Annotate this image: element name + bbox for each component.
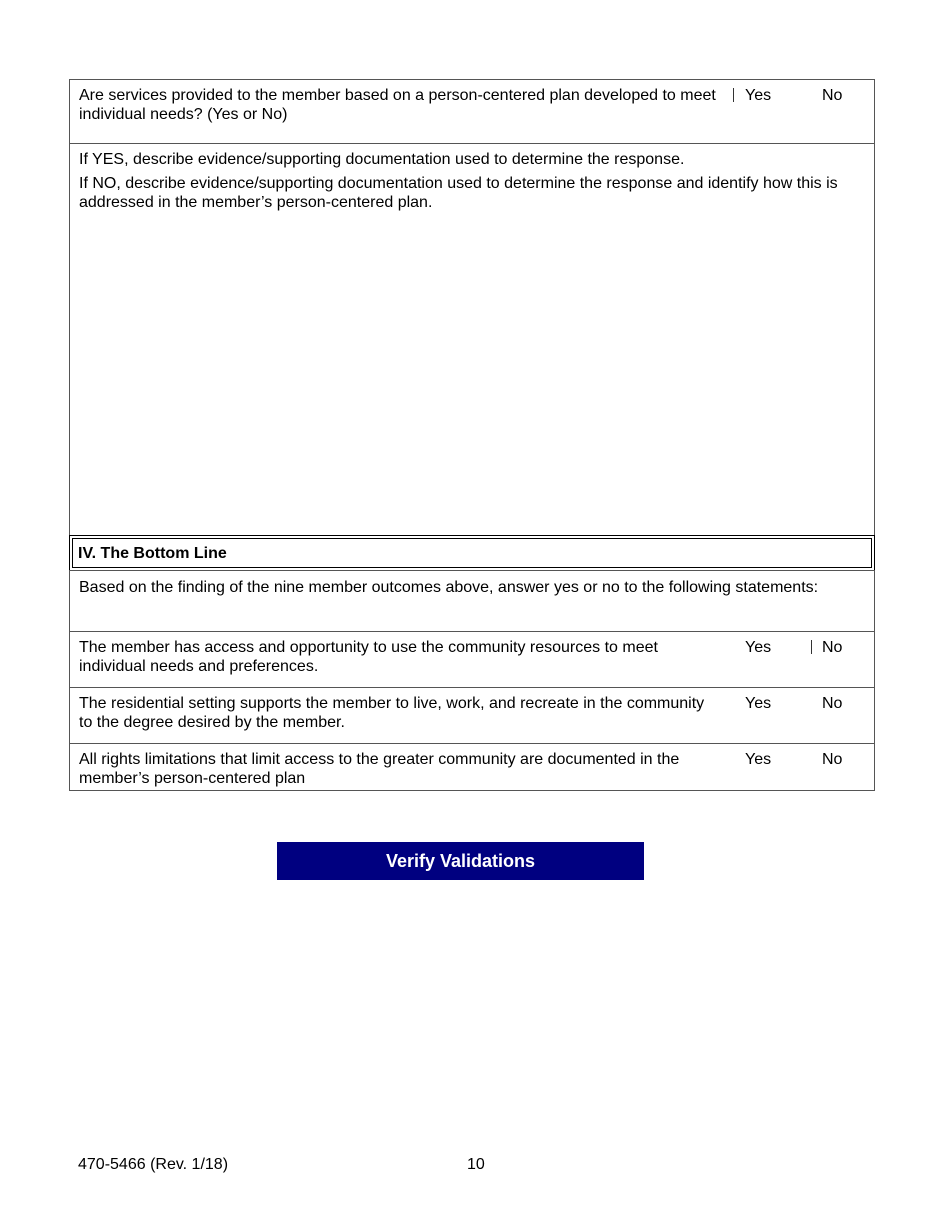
statement-yes-option[interactable]: Yes: [745, 695, 772, 712]
statement-text: The residential setting supports the member to live, work, and recreate in the community to the degree desired by the member.: [79, 695, 705, 731]
top-question-row: [70, 80, 874, 143]
verify-validations-button[interactable]: Verify Validations: [277, 842, 644, 880]
statement-yes-option[interactable]: Yes: [745, 751, 772, 768]
top-question-table: [69, 79, 875, 536]
section-title: IV. The Bottom Line: [78, 545, 227, 562]
section-intro-row: [70, 571, 874, 631]
yes-field-marker[interactable]: [733, 88, 734, 102]
top-question-no-option[interactable]: No: [822, 87, 843, 104]
statement-text: All rights limitations that limit access to the greater community are documented in the member’s person-centered plan: [79, 751, 680, 787]
statement-yes-option[interactable]: Yes: [745, 639, 772, 656]
section-header: [69, 535, 875, 571]
bottom-line-table: [69, 570, 875, 791]
statement-text: The member has access and opportunity to use the community resources to meet individual needs and preferences.: [79, 639, 658, 675]
statement-row: [70, 743, 874, 792]
statement-no-option[interactable]: No: [822, 695, 843, 712]
evidence-text-area[interactable]: [70, 143, 874, 536]
statement-no-option[interactable]: No: [822, 639, 843, 656]
statement-row: [70, 687, 874, 743]
top-question-text: Are services provided to the member based on a person-centered plan developed to meet individual needs? (Yes or No): [79, 87, 716, 123]
statement-no-option[interactable]: No: [822, 751, 843, 768]
evidence-if-no-text: If NO, describe evidence/supporting documentation used to determine the response and identify how this is addressed in the member’s person-centered plan.: [79, 175, 838, 211]
page-number: 10: [467, 1156, 485, 1173]
top-question-yes-option[interactable]: Yes: [745, 87, 772, 104]
form-number: 470-5466 (Rev. 1/18): [78, 1156, 229, 1173]
statement-row: [70, 631, 874, 687]
section-intro-text: Based on the finding of the nine member outcomes above, answer yes or no to the following statements:: [79, 579, 819, 596]
no-field-marker[interactable]: [811, 640, 812, 654]
evidence-if-yes-text: If YES, describe evidence/supporting documentation used to determine the response.: [79, 151, 685, 168]
